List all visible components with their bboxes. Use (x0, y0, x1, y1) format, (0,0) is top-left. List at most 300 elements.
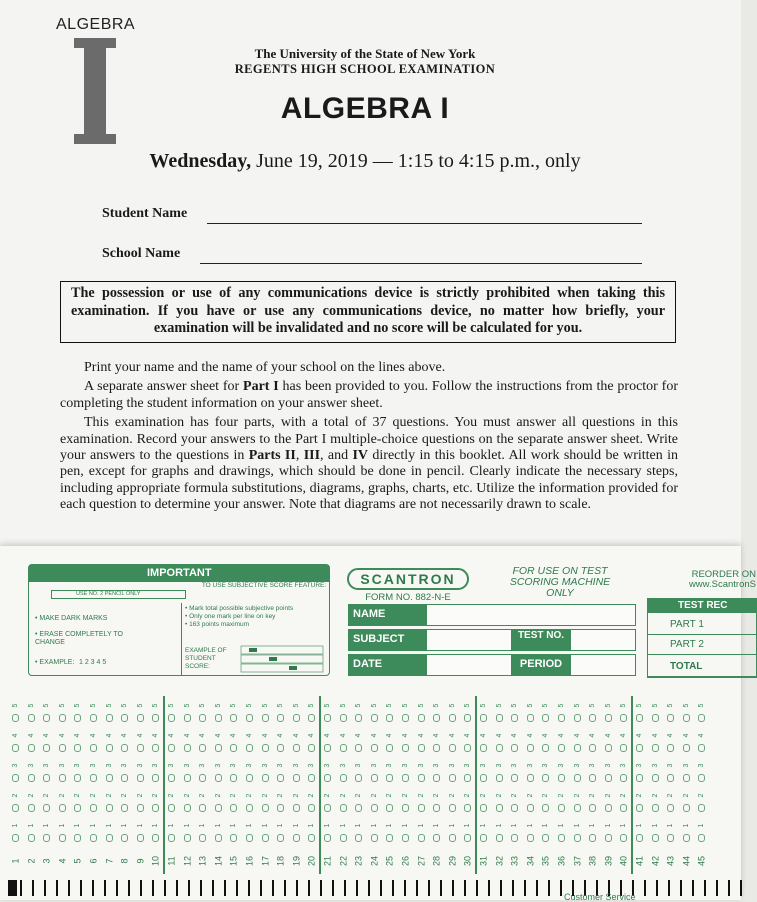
timing-mark (668, 880, 670, 896)
answer-bubble[interactable] (215, 834, 222, 842)
answer-bubble[interactable] (74, 774, 81, 782)
option-label: 1 (636, 823, 643, 828)
answer-bubble[interactable] (652, 744, 659, 752)
timing-mark (152, 880, 154, 896)
answer-bubble[interactable] (28, 774, 35, 782)
answer-bubble[interactable] (496, 804, 503, 812)
answer-bubble[interactable] (386, 714, 393, 722)
answer-bubble[interactable] (433, 804, 440, 812)
example-bubbles: 1 2 3 4 5 (79, 659, 107, 666)
answer-bubble[interactable] (386, 834, 393, 842)
answer-bubble[interactable] (199, 774, 206, 782)
answer-bubble[interactable] (74, 714, 81, 722)
answer-bubble[interactable] (402, 714, 409, 722)
timing-mark (296, 880, 298, 896)
answer-bubble[interactable] (589, 744, 596, 752)
answer-bubble[interactable] (230, 744, 237, 752)
option-label: 2 (682, 793, 690, 798)
option-label: 3 (542, 763, 550, 768)
answer-bubble[interactable] (59, 804, 66, 812)
timing-mark (116, 880, 118, 896)
answer-bubble[interactable] (293, 804, 300, 812)
answer-bubble[interactable] (199, 804, 206, 812)
answer-bubble[interactable] (59, 774, 66, 782)
answer-bubble[interactable] (371, 774, 378, 782)
answer-bubble[interactable] (230, 714, 237, 722)
answer-bubble[interactable] (449, 804, 456, 812)
subject-field[interactable] (426, 629, 512, 651)
answer-bubble[interactable] (230, 804, 237, 812)
answer-bubble[interactable] (386, 804, 393, 812)
test-no-field[interactable] (570, 629, 636, 651)
answer-bubble[interactable] (355, 774, 362, 782)
answer-bubble[interactable] (386, 774, 393, 782)
answer-bubble[interactable] (184, 834, 191, 842)
answer-bubble[interactable] (246, 834, 253, 842)
answer-bubble[interactable] (152, 834, 159, 842)
answer-bubble[interactable] (262, 744, 269, 752)
option-label: 2 (698, 793, 706, 798)
answer-bubble[interactable] (589, 804, 596, 812)
answer-bubble[interactable] (464, 834, 471, 842)
answer-bubble[interactable] (511, 744, 518, 752)
answer-bubble[interactable] (277, 804, 284, 812)
answer-bubble[interactable] (293, 834, 300, 842)
answer-bubble[interactable] (12, 834, 19, 842)
answer-bubble[interactable] (402, 804, 409, 812)
answer-bubble[interactable] (652, 714, 659, 722)
answer-bubble[interactable] (636, 714, 643, 722)
answer-bubble[interactable] (246, 804, 253, 812)
question-column (117, 696, 132, 874)
answer-bubble[interactable] (620, 714, 627, 722)
subjective-score-heading: TO USE SUBJECTIVE SCORE FEATURE: (201, 582, 327, 589)
option-label: 4 (58, 733, 66, 738)
answer-bubble[interactable] (121, 714, 128, 722)
answer-bubble[interactable] (152, 774, 159, 782)
answer-bubble[interactable] (28, 744, 35, 752)
answer-bubble[interactable] (215, 774, 222, 782)
answer-bubble[interactable] (386, 744, 393, 752)
answer-bubble[interactable] (184, 774, 191, 782)
answer-bubble[interactable] (43, 774, 50, 782)
example-student-score-label: EXAMPLE OF STUDENT SCORE: (185, 647, 227, 670)
answer-bubble[interactable] (542, 744, 549, 752)
answer-bubble[interactable] (418, 774, 425, 782)
question-column (492, 696, 507, 874)
answer-bubble[interactable] (324, 744, 331, 752)
option-label: 4 (136, 733, 144, 738)
answer-bubble[interactable] (371, 744, 378, 752)
option-label: 4 (168, 733, 175, 738)
question-number: 40 (618, 856, 629, 867)
answer-bubble[interactable] (683, 834, 690, 842)
option-label: 5 (230, 703, 238, 708)
answer-bubble[interactable] (527, 714, 534, 722)
answer-bubble[interactable] (308, 774, 315, 782)
answer-bubble[interactable] (121, 744, 128, 752)
answer-bubble[interactable] (277, 774, 284, 782)
answer-bubble[interactable] (355, 804, 362, 812)
answer-bubble[interactable] (527, 834, 534, 842)
option-label: 3 (651, 763, 659, 768)
answer-bubble[interactable] (215, 714, 222, 722)
answer-bubble[interactable] (43, 714, 50, 722)
answer-bubble[interactable] (90, 714, 97, 722)
answer-bubble[interactable] (605, 774, 612, 782)
answer-bubble[interactable] (90, 744, 97, 752)
answer-bubble[interactable] (558, 834, 565, 842)
answer-bubble[interactable] (215, 804, 222, 812)
answer-bubble[interactable] (636, 744, 643, 752)
option-label: 3 (558, 763, 565, 768)
answer-bubble[interactable] (324, 774, 331, 782)
answer-bubble[interactable] (418, 714, 425, 722)
answer-bubble[interactable] (698, 804, 705, 812)
answer-bubble[interactable] (308, 714, 315, 722)
answer-bubble[interactable] (636, 774, 643, 782)
option-label: 1 (682, 823, 690, 828)
answer-bubble[interactable] (184, 744, 191, 752)
answer-bubble[interactable] (371, 804, 378, 812)
answer-bubble[interactable] (371, 714, 378, 722)
answer-bubble[interactable] (464, 714, 471, 722)
answer-bubble[interactable] (230, 834, 237, 842)
answer-bubble[interactable] (558, 804, 565, 812)
answer-bubble[interactable] (558, 714, 565, 722)
answer-bubble[interactable] (574, 804, 581, 812)
answer-bubble[interactable] (418, 834, 425, 842)
answer-bubble[interactable] (137, 714, 144, 722)
timing-mark (92, 880, 94, 896)
question-number: 22 (338, 856, 349, 867)
timing-mark (8, 880, 17, 896)
answer-bubble[interactable] (558, 744, 565, 752)
answer-bubble[interactable] (246, 774, 253, 782)
timing-mark (236, 880, 238, 896)
answer-bubble[interactable] (464, 744, 471, 752)
answer-bubble[interactable] (433, 714, 440, 722)
question-number: 26 (400, 856, 411, 867)
answer-bubble[interactable] (511, 834, 518, 842)
answer-bubble[interactable] (199, 744, 206, 752)
option-label: 5 (448, 703, 456, 708)
answer-bubble[interactable] (605, 744, 612, 752)
timing-mark (488, 880, 490, 896)
answer-bubble[interactable] (667, 744, 674, 752)
question-number: 21 (322, 856, 333, 867)
answer-bubble[interactable] (433, 774, 440, 782)
answer-bubble[interactable] (168, 834, 175, 842)
answer-bubble[interactable] (698, 774, 705, 782)
answer-bubble[interactable] (121, 834, 128, 842)
answer-bubble[interactable] (683, 804, 690, 812)
answer-bubble[interactable] (90, 834, 97, 842)
period-field[interactable] (570, 654, 636, 676)
answer-bubble[interactable] (293, 774, 300, 782)
option-label: 4 (355, 733, 363, 738)
answer-bubble[interactable] (605, 834, 612, 842)
answer-bubble[interactable] (480, 774, 487, 782)
answer-bubble[interactable] (184, 714, 191, 722)
answer-bubble[interactable] (464, 804, 471, 812)
answer-bubble[interactable] (496, 834, 503, 842)
answer-bubble[interactable] (449, 744, 456, 752)
answer-bubble[interactable] (542, 804, 549, 812)
answer-bubble[interactable] (527, 774, 534, 782)
answer-bubble[interactable] (215, 744, 222, 752)
answer-bubble[interactable] (184, 804, 191, 812)
option-label: 1 (667, 823, 675, 828)
answer-bubble[interactable] (59, 714, 66, 722)
answer-bubble[interactable] (106, 744, 113, 752)
answer-bubble[interactable] (433, 834, 440, 842)
answer-bubble[interactable] (589, 714, 596, 722)
option-label: 4 (636, 733, 643, 738)
question-number: 1 (10, 858, 21, 864)
answer-bubble[interactable] (277, 834, 284, 842)
answer-bubble[interactable] (262, 774, 269, 782)
answer-bubble[interactable] (402, 774, 409, 782)
answer-bubble[interactable] (12, 774, 19, 782)
answer-bubble[interactable] (340, 834, 347, 842)
answer-bubble[interactable] (620, 834, 627, 842)
answer-bubble[interactable] (511, 774, 518, 782)
student-name-line[interactable] (207, 223, 642, 224)
option-label: 3 (199, 763, 207, 768)
answer-bubble[interactable] (277, 744, 284, 752)
answer-bubble[interactable] (262, 834, 269, 842)
answer-bubble[interactable] (667, 714, 674, 722)
answer-bubble[interactable] (480, 834, 487, 842)
answer-bubble[interactable] (137, 744, 144, 752)
timing-mark (428, 880, 430, 896)
answer-bubble[interactable] (28, 804, 35, 812)
timing-mark (200, 880, 202, 896)
answer-bubble[interactable] (418, 804, 425, 812)
answer-bubble[interactable] (293, 714, 300, 722)
timing-mark (644, 880, 646, 896)
answer-bubble[interactable] (74, 804, 81, 812)
answer-bubble[interactable] (496, 774, 503, 782)
answer-bubble[interactable] (449, 774, 456, 782)
answer-bubble[interactable] (106, 774, 113, 782)
answer-bubble[interactable] (511, 804, 518, 812)
option-label: 2 (370, 793, 378, 798)
answer-bubble[interactable] (480, 744, 487, 752)
answer-bubble[interactable] (589, 834, 596, 842)
answer-bubble[interactable] (74, 834, 81, 842)
option-label: 4 (667, 733, 675, 738)
answer-bubble[interactable] (74, 744, 81, 752)
option-label: 2 (90, 793, 97, 798)
answer-bubble[interactable] (106, 714, 113, 722)
answer-bubble[interactable] (340, 774, 347, 782)
answer-bubble[interactable] (137, 804, 144, 812)
answer-bubble[interactable] (527, 744, 534, 752)
answer-bubble[interactable] (449, 834, 456, 842)
answer-bubble[interactable] (464, 774, 471, 782)
answer-bubble[interactable] (106, 834, 113, 842)
answer-bubble[interactable] (355, 744, 362, 752)
option-label: 4 (292, 733, 300, 738)
answer-bubble[interactable] (605, 804, 612, 812)
answer-bubble[interactable] (277, 714, 284, 722)
option-label: 5 (386, 703, 394, 708)
answer-bubble[interactable] (199, 714, 206, 722)
timing-mark (188, 880, 190, 896)
answer-bubble[interactable] (698, 834, 705, 842)
answer-bubble[interactable] (293, 744, 300, 752)
answer-bubble[interactable] (106, 804, 113, 812)
answer-bubble[interactable] (542, 834, 549, 842)
answer-bubble[interactable] (262, 804, 269, 812)
question-column (211, 696, 226, 874)
option-label: 4 (74, 733, 82, 738)
answer-bubble[interactable] (324, 804, 331, 812)
answer-bubble[interactable] (667, 774, 674, 782)
question-column (8, 696, 23, 874)
answer-bubble[interactable] (683, 714, 690, 722)
answer-bubble[interactable] (667, 834, 674, 842)
answer-bubble[interactable] (199, 834, 206, 842)
answer-bubble[interactable] (574, 834, 581, 842)
important-instructions-box (28, 564, 330, 676)
answer-bubble[interactable] (542, 714, 549, 722)
answer-bubble[interactable] (230, 774, 237, 782)
answer-bubble[interactable] (308, 834, 315, 842)
option-label: 4 (277, 733, 285, 738)
question-number: 29 (447, 856, 458, 867)
answer-bubble[interactable] (340, 744, 347, 752)
school-name-line[interactable] (200, 263, 642, 264)
answer-bubble[interactable] (168, 714, 175, 722)
answer-bubble[interactable] (371, 834, 378, 842)
answer-bubble[interactable] (324, 714, 331, 722)
answer-bubble[interactable] (433, 744, 440, 752)
answer-bubble[interactable] (324, 834, 331, 842)
answer-bubble[interactable] (698, 744, 705, 752)
answer-bubble[interactable] (121, 774, 128, 782)
answer-bubble[interactable] (90, 804, 97, 812)
answer-bubble[interactable] (90, 774, 97, 782)
answer-bubble[interactable] (558, 774, 565, 782)
answer-bubble[interactable] (652, 804, 659, 812)
answer-bubble[interactable] (168, 744, 175, 752)
answer-bubble[interactable] (137, 774, 144, 782)
option-label: 1 (152, 823, 160, 828)
answer-bubble[interactable] (620, 804, 627, 812)
answer-bubble[interactable] (262, 714, 269, 722)
answer-bubble[interactable] (605, 714, 612, 722)
answer-bubble[interactable] (340, 714, 347, 722)
example-score-grid (239, 643, 327, 675)
machine-use-note: FOR USE ON TEST SCORING MACHINE ONLY (509, 565, 611, 599)
answer-bubble[interactable] (667, 804, 674, 812)
answer-bubble[interactable] (402, 744, 409, 752)
timing-mark (452, 880, 454, 896)
name-field[interactable] (426, 604, 636, 626)
answer-bubble[interactable] (168, 774, 175, 782)
answer-bubble[interactable] (527, 804, 534, 812)
answer-bubble[interactable] (246, 744, 253, 752)
answer-bubble[interactable] (589, 774, 596, 782)
answer-bubble[interactable] (152, 804, 159, 812)
question-column (148, 696, 163, 874)
answer-bubble[interactable] (542, 774, 549, 782)
option-label: 5 (214, 703, 222, 708)
date-field[interactable] (426, 654, 512, 676)
answer-bubble[interactable] (121, 804, 128, 812)
answer-bubble[interactable] (43, 804, 50, 812)
answer-bubble[interactable] (12, 714, 19, 722)
answer-bubble[interactable] (574, 714, 581, 722)
answer-bubble[interactable] (152, 714, 159, 722)
answer-bubble[interactable] (168, 804, 175, 812)
option-label: 1 (495, 823, 503, 828)
answer-bubble[interactable] (480, 804, 487, 812)
answer-bubble[interactable] (636, 804, 643, 812)
answer-bubble[interactable] (28, 714, 35, 722)
option-label: 1 (558, 823, 565, 828)
answer-bubble[interactable] (152, 744, 159, 752)
answer-bubble[interactable] (43, 744, 50, 752)
answer-bubble[interactable] (340, 804, 347, 812)
answer-bubble[interactable] (496, 714, 503, 722)
answer-bubble[interactable] (59, 744, 66, 752)
answer-bubble[interactable] (355, 834, 362, 842)
answer-bubble[interactable] (620, 774, 627, 782)
subject-corner-label: ALGEBRA (56, 16, 136, 33)
option-label: 3 (152, 763, 160, 768)
timing-mark (32, 880, 34, 896)
answer-bubble[interactable] (43, 834, 50, 842)
answer-bubble[interactable] (12, 744, 19, 752)
answer-bubble[interactable] (683, 744, 690, 752)
answer-bubble[interactable] (246, 714, 253, 722)
answer-bubble[interactable] (574, 744, 581, 752)
answer-bubble[interactable] (418, 744, 425, 752)
question-column (367, 696, 382, 874)
answer-bubble[interactable] (12, 804, 19, 812)
question-number: 30 (462, 856, 473, 867)
answer-bubble[interactable] (308, 804, 315, 812)
option-label: 5 (495, 703, 503, 708)
answer-bubble[interactable] (496, 744, 503, 752)
answer-bubble[interactable] (636, 834, 643, 842)
option-label: 3 (464, 763, 472, 768)
answer-bubble[interactable] (59, 834, 66, 842)
answer-bubble[interactable] (574, 774, 581, 782)
instructions (60, 360, 678, 517)
answer-bubble[interactable] (137, 834, 144, 842)
answer-bubble[interactable] (511, 714, 518, 722)
answer-bubble[interactable] (308, 744, 315, 752)
answer-bubble[interactable] (652, 774, 659, 782)
option-label: 5 (511, 703, 519, 708)
answer-bubble[interactable] (652, 834, 659, 842)
answer-bubble[interactable] (480, 714, 487, 722)
answer-bubble[interactable] (355, 714, 362, 722)
important-header: IMPORTANT (29, 565, 329, 582)
answer-bubble[interactable] (683, 774, 690, 782)
answer-bubble[interactable] (402, 834, 409, 842)
question-column (55, 696, 70, 874)
answer-bubble[interactable] (620, 744, 627, 752)
answer-bubble[interactable] (449, 714, 456, 722)
answer-bubble[interactable] (698, 714, 705, 722)
answer-bubble[interactable] (28, 834, 35, 842)
